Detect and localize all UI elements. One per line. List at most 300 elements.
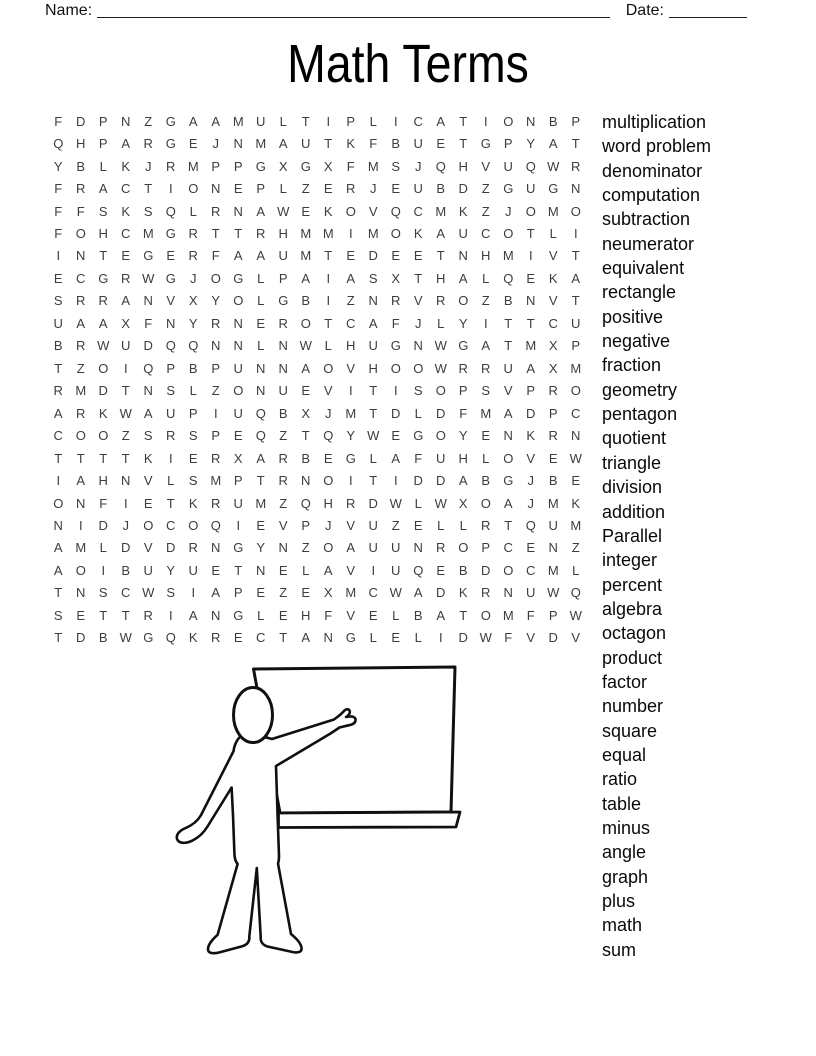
grid-letter: I: [123, 495, 128, 511]
grid-letter: L: [549, 226, 557, 242]
word-list-item: addition: [602, 501, 666, 522]
grid-letter: E: [391, 428, 401, 444]
page-title: Math Terms: [287, 34, 529, 94]
grid-letter: A: [436, 226, 446, 242]
grid-letter: W: [479, 630, 492, 646]
grid-letter: I: [56, 473, 61, 489]
grid-letter: I: [573, 226, 578, 242]
grid-letter: B: [53, 338, 63, 354]
grid-letter: F: [414, 450, 423, 466]
grid-letter: S: [413, 383, 423, 399]
date-label: Date:: [625, 2, 664, 19]
grid-letter: D: [121, 540, 131, 556]
grid-letter: E: [571, 473, 581, 489]
grid-letter: E: [526, 540, 536, 556]
grid-letter: J: [190, 270, 197, 286]
grid-letter: X: [548, 360, 558, 376]
grid-letter: L: [167, 473, 175, 489]
grid-letter: T: [504, 338, 513, 354]
grid-letter: J: [145, 158, 152, 174]
grid-letter: G: [233, 607, 244, 623]
grid-letter: M: [75, 383, 87, 399]
word-list-item: computation: [602, 185, 701, 206]
grid-letter: V: [526, 450, 536, 466]
grid-letter: Z: [346, 293, 355, 309]
grid-letter: K: [188, 495, 198, 511]
grid-letter: E: [368, 607, 378, 623]
grid-letter: M: [232, 113, 244, 129]
grid-letter: C: [413, 203, 423, 219]
grid-letter: D: [436, 473, 446, 489]
grid-letter: A: [346, 270, 356, 286]
grid-letter: M: [525, 338, 537, 354]
grid-letter: I: [191, 585, 196, 601]
grid-letter: F: [54, 226, 63, 242]
grid-letter: A: [481, 338, 491, 354]
grid-letter: R: [76, 181, 86, 197]
grid-letter: W: [569, 450, 582, 466]
word-list-item: table: [602, 793, 642, 814]
grid-letter: O: [480, 495, 491, 511]
grid-letter: F: [211, 248, 220, 264]
grid-letter: Y: [458, 315, 468, 331]
grid-letter: M: [210, 473, 222, 489]
word-list-item: minus: [602, 817, 651, 838]
word-list-item: pentagon: [602, 404, 678, 425]
grid-letter: A: [346, 540, 356, 556]
word-list-item: equivalent: [602, 258, 685, 279]
grid-letter: L: [437, 517, 445, 533]
grid-letter: T: [121, 383, 130, 399]
grid-letter: D: [413, 473, 423, 489]
grid-letter: W: [434, 338, 447, 354]
grid-letter: T: [324, 248, 333, 264]
grid-letter: T: [324, 136, 333, 152]
grid-letter: R: [481, 585, 491, 601]
grid-letter: G: [165, 270, 176, 286]
grid-letter: M: [367, 158, 379, 174]
grid-letter: Y: [256, 540, 266, 556]
grid-letter: B: [98, 630, 108, 646]
word-list-item: plus: [602, 891, 636, 911]
grid-letter: O: [570, 383, 581, 399]
grid-letter: H: [458, 450, 468, 466]
grid-letter: R: [76, 405, 86, 421]
grid-letter: O: [75, 428, 86, 444]
grid-letter: Q: [53, 136, 64, 152]
grid-letter: R: [211, 203, 221, 219]
grid-letter: Z: [279, 495, 288, 511]
grid-letter: V: [481, 158, 491, 174]
grid-letter: T: [504, 315, 513, 331]
grid-letter: V: [526, 630, 536, 646]
grid-letter: R: [346, 495, 356, 511]
grid-letter: Z: [481, 203, 490, 219]
grid-letter: A: [503, 405, 513, 421]
grid-letter: L: [414, 495, 422, 511]
grid-letter: G: [143, 630, 154, 646]
grid-letter: V: [143, 540, 153, 556]
grid-letter: Z: [211, 383, 220, 399]
grid-letter: A: [256, 248, 266, 264]
grid-letter: G: [233, 540, 244, 556]
grid-letter: E: [323, 450, 333, 466]
grid-letter: P: [571, 338, 581, 354]
grid-letter: C: [368, 585, 378, 601]
grid-letter: N: [233, 338, 243, 354]
grid-letter: M: [187, 158, 199, 174]
grid-letter: E: [256, 517, 266, 533]
grid-letter: T: [54, 450, 63, 466]
grid-letter: Q: [413, 562, 424, 578]
grid-letter: J: [527, 495, 534, 511]
grid-letter: C: [256, 630, 266, 646]
grid-letter: G: [503, 473, 514, 489]
grid-letter: I: [393, 383, 398, 399]
grid-letter: A: [233, 248, 243, 264]
grid-letter: K: [143, 450, 153, 466]
grid-letter: T: [571, 136, 580, 152]
grid-letter: A: [188, 607, 198, 623]
grid-letter: Y: [526, 136, 536, 152]
grid-letter: D: [526, 405, 536, 421]
grid-letter: M: [345, 405, 357, 421]
grid-letter: N: [121, 473, 131, 489]
grid-letter: O: [98, 360, 109, 376]
grid-letter: U: [233, 405, 243, 421]
grid-letter: O: [188, 517, 199, 533]
grid-letter: Z: [144, 113, 153, 129]
grid-letter: M: [300, 226, 312, 242]
grid-letter: E: [233, 630, 243, 646]
grid-letter: D: [98, 383, 108, 399]
grid-letter: E: [53, 270, 63, 286]
grid-letter: S: [98, 203, 108, 219]
grid-letter: Z: [391, 517, 400, 533]
grid-letter: I: [123, 360, 128, 376]
grid-letter: E: [278, 562, 288, 578]
grid-letter: M: [367, 226, 379, 242]
grid-letter: R: [278, 473, 288, 489]
grid-letter: S: [188, 473, 198, 489]
grid-letter: J: [370, 181, 377, 197]
grid-letter: M: [345, 585, 357, 601]
grid-letter: U: [368, 517, 378, 533]
word-list-item: angle: [602, 842, 647, 863]
grid-letter: A: [188, 113, 198, 129]
grid-letter: G: [143, 248, 154, 264]
grid-letter: H: [76, 136, 86, 152]
word-list-item: algebra: [602, 598, 663, 619]
teacher-blackboard-illustration: [150, 655, 480, 965]
grid-letter: P: [233, 585, 243, 601]
name-blank-line: [97, 2, 610, 18]
grid-letter: I: [168, 450, 173, 466]
grid-letter: I: [56, 248, 61, 264]
grid-letter: P: [233, 158, 243, 174]
grid-letter: W: [389, 495, 402, 511]
word-list-item: quotient: [602, 428, 667, 449]
grid-letter: B: [278, 405, 288, 421]
grid-letter: V: [503, 383, 513, 399]
grid-letter: X: [323, 158, 333, 174]
grid-letter: N: [571, 428, 581, 444]
word-list-item: neumerator: [602, 233, 695, 254]
grid-letter: O: [98, 428, 109, 444]
grid-letter: K: [98, 405, 108, 421]
grid-letter: Q: [503, 270, 514, 286]
grid-letter: X: [121, 315, 131, 331]
grid-letter: A: [413, 585, 423, 601]
grid-letter: P: [188, 405, 198, 421]
grid-letter: Z: [301, 181, 310, 197]
grid-letter: X: [323, 585, 333, 601]
grid-letter: G: [480, 136, 491, 152]
grid-letter: E: [481, 428, 491, 444]
grid-letter: X: [458, 495, 468, 511]
grid-letter: P: [211, 360, 221, 376]
grid-letter: H: [436, 270, 446, 286]
grid-letter: A: [368, 315, 378, 331]
grid-letter: U: [526, 585, 536, 601]
grid-letter: L: [392, 607, 400, 623]
grid-letter: O: [435, 428, 446, 444]
word-list-item: factor: [602, 671, 648, 692]
grid-letter: H: [98, 473, 108, 489]
grid-letter: B: [391, 136, 401, 152]
grid-letter: W: [142, 585, 155, 601]
grid-letter: L: [369, 630, 377, 646]
grid-letter: R: [278, 450, 288, 466]
grid-letter: D: [166, 540, 176, 556]
grid-letter: T: [369, 473, 378, 489]
grid-letter: N: [458, 248, 468, 264]
grid-letter: E: [188, 450, 198, 466]
grid-letter: N: [368, 293, 378, 309]
grid-letter: Y: [166, 562, 176, 578]
grid-letter: L: [369, 450, 377, 466]
grid-letter: E: [278, 607, 288, 623]
grid-letter: Q: [143, 360, 154, 376]
grid-letter: Q: [390, 203, 401, 219]
grid-letter: W: [367, 428, 380, 444]
grid-letter: R: [436, 540, 446, 556]
grid-letter: Z: [481, 181, 490, 197]
grid-letter: Q: [300, 495, 311, 511]
grid-letter: Y: [211, 293, 221, 309]
grid-letter: E: [76, 607, 86, 623]
grid-letter: T: [526, 315, 535, 331]
grid-letter: D: [368, 248, 378, 264]
grid-letter: R: [391, 293, 401, 309]
grid-letter: U: [571, 315, 581, 331]
grid-letter: T: [54, 630, 63, 646]
grid-letter: B: [481, 473, 491, 489]
grid-letter: V: [346, 562, 356, 578]
grid-letter: P: [503, 136, 513, 152]
grid-letter: O: [503, 113, 514, 129]
grid-letter: A: [121, 293, 131, 309]
grid-letter: N: [143, 293, 153, 309]
grid-letter: Z: [76, 360, 85, 376]
grid-letter: A: [98, 181, 108, 197]
word-list-item: Parallel: [602, 525, 663, 546]
grid-letter: A: [256, 450, 266, 466]
grid-letter: G: [300, 158, 311, 174]
grid-letter: L: [257, 270, 265, 286]
grid-letter: L: [189, 383, 197, 399]
grid-letter: K: [548, 270, 558, 286]
grid-letter: N: [76, 495, 86, 511]
grid-letter: O: [75, 226, 86, 242]
grid-letter: N: [571, 181, 581, 197]
grid-letter: A: [211, 113, 221, 129]
grid-letter: N: [76, 585, 86, 601]
grid-letter: T: [571, 293, 580, 309]
grid-letter: A: [436, 113, 446, 129]
grid-letter: I: [483, 315, 488, 331]
grid-letter: F: [54, 203, 63, 219]
grid-letter: E: [391, 181, 401, 197]
grid-letter: N: [301, 473, 311, 489]
grid-letter: L: [99, 158, 107, 174]
grid-letter: F: [346, 158, 355, 174]
grid-letter: P: [211, 428, 221, 444]
grid-letter: H: [368, 360, 378, 376]
grid-letter: R: [458, 360, 468, 376]
grid-letter: Q: [165, 630, 176, 646]
grid-letter: X: [188, 293, 198, 309]
grid-letter: N: [233, 203, 243, 219]
grid-letter: O: [323, 473, 334, 489]
grid-letter: R: [53, 383, 63, 399]
grid-letter: T: [324, 315, 333, 331]
word-list: [602, 110, 711, 962]
grid-letter: P: [548, 405, 558, 421]
grid-letter: L: [572, 562, 580, 578]
grid-letter: S: [368, 270, 378, 286]
grid-letter: F: [76, 203, 85, 219]
grid-letter: A: [301, 270, 311, 286]
grid-letter: A: [53, 405, 63, 421]
grid-letter: K: [121, 158, 131, 174]
grid-letter: O: [458, 293, 469, 309]
grid-letter: U: [503, 360, 513, 376]
grid-letter: A: [458, 473, 468, 489]
grid-letter: Q: [255, 405, 266, 421]
grid-letter: E: [143, 495, 153, 511]
grid-letter: W: [97, 338, 110, 354]
grid-letter: Z: [571, 540, 580, 556]
grid-letter: S: [143, 203, 153, 219]
grid-letter: M: [142, 226, 154, 242]
grid-letter: L: [257, 338, 265, 354]
grid-letter: P: [98, 136, 108, 152]
grid-letter: T: [436, 248, 445, 264]
grid-letter: C: [121, 585, 131, 601]
grid-letter: U: [391, 562, 401, 578]
grid-letter: O: [570, 203, 581, 219]
word-list-item: sum: [602, 939, 637, 960]
word-list-item: math: [602, 915, 643, 936]
grid-letter: S: [53, 293, 63, 309]
grid-letter: Z: [481, 293, 490, 309]
word-list-item: rectangle: [602, 282, 677, 303]
grid-letter: R: [278, 315, 288, 331]
grid-letter: N: [526, 113, 536, 129]
grid-letter: U: [368, 338, 378, 354]
grid-letter: L: [189, 203, 197, 219]
grid-letter: W: [569, 607, 582, 623]
grid-letter: O: [390, 226, 401, 242]
grid-letter: I: [393, 473, 398, 489]
grid-letter: G: [255, 158, 266, 174]
grid-letter: F: [369, 136, 378, 152]
grid-letter: J: [212, 136, 219, 152]
grid-letter: E: [121, 248, 131, 264]
grid-letter: S: [166, 585, 176, 601]
grid-letter: J: [415, 158, 422, 174]
grid-letter: E: [323, 181, 333, 197]
word-list-item: multiplication: [602, 112, 707, 132]
grid-letter: T: [504, 517, 513, 533]
grid-letter: T: [54, 360, 63, 376]
grid-letter: T: [234, 562, 243, 578]
grid-letter: K: [458, 203, 468, 219]
grid-letter: C: [503, 540, 513, 556]
grid-letter: X: [233, 450, 243, 466]
grid-letter: H: [98, 226, 108, 242]
grid-letter: L: [279, 181, 287, 197]
grid-letter: M: [480, 405, 492, 421]
grid-letter: C: [53, 428, 63, 444]
grid-letter: K: [413, 226, 423, 242]
grid-letter: N: [233, 315, 243, 331]
grid-letter: K: [323, 203, 333, 219]
grid-letter: L: [437, 315, 445, 331]
grid-letter: P: [458, 383, 468, 399]
grid-letter: P: [346, 113, 356, 129]
grid-letter: L: [279, 113, 287, 129]
grid-letter: E: [188, 136, 198, 152]
word-list-item: square: [602, 720, 658, 741]
grid-letter: O: [233, 293, 244, 309]
name-label: Name:: [45, 2, 93, 19]
grid-letter: B: [121, 562, 131, 578]
grid-letter: O: [480, 607, 491, 623]
grid-letter: A: [121, 136, 131, 152]
grid-letter: G: [345, 450, 356, 466]
grid-letter: I: [213, 405, 218, 421]
grid-letter: W: [119, 405, 132, 421]
grid-letter: E: [436, 136, 446, 152]
grid-letter: A: [301, 630, 311, 646]
grid-letter: N: [278, 338, 288, 354]
grid-letter: I: [326, 113, 331, 129]
grid-letter: G: [233, 270, 244, 286]
grid-letter: L: [482, 450, 490, 466]
grid-letter: T: [571, 248, 580, 264]
grid-letter: U: [458, 226, 468, 242]
grid-letter: L: [369, 113, 377, 129]
grid-letter: J: [505, 203, 512, 219]
grid-letter: I: [236, 517, 241, 533]
grid-letter: B: [458, 562, 468, 578]
word-list-item: subtraction: [602, 209, 691, 230]
grid-letter: Y: [346, 428, 356, 444]
grid-letter: I: [168, 181, 173, 197]
word-list-item: geometry: [602, 379, 678, 400]
